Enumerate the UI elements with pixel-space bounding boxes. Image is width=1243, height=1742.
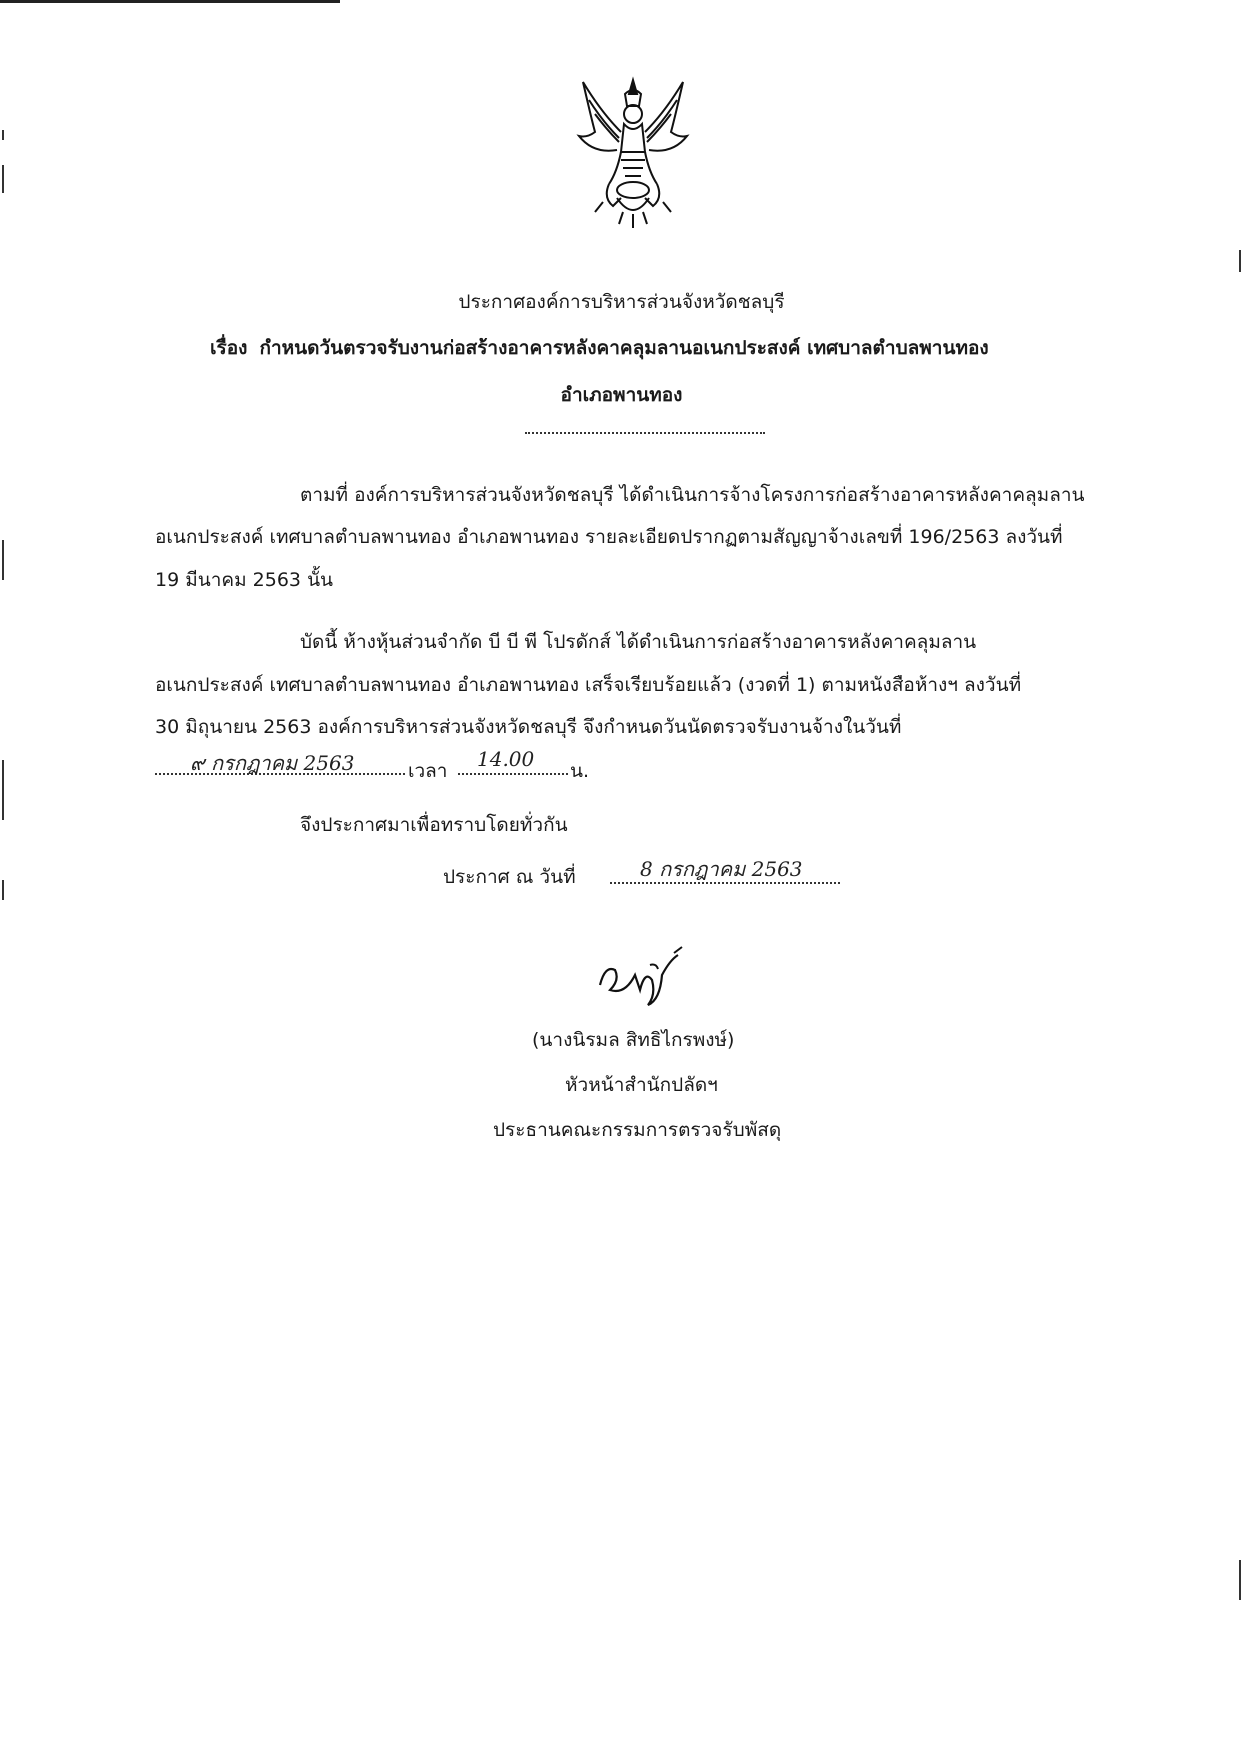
subject-line-2: อำเภอพานทอง	[560, 384, 683, 406]
scan-artifact	[1239, 250, 1241, 272]
subject-line-1	[210, 333, 989, 363]
handwritten-inspection-time: 14.00	[477, 747, 535, 771]
signer-name: (นางนิรมล สิทธิไกรพงษ์)	[532, 1029, 735, 1051]
signer-position-1: หัวหน้าสำนักปลัดฯ	[565, 1074, 718, 1096]
closing-text: จึงประกาศมาเพื่อทราบโดยทั่วกัน	[300, 814, 568, 836]
time-fill-dots	[458, 773, 568, 775]
para1-line3: 19 มีนาคม 2563 นั้น	[155, 569, 334, 591]
scan-artifact	[0, 0, 340, 3]
para1-line1: ตามที่ องค์การบริหารส่วนจังหวัดชลบุรี ได้ดำเนินการจ้างโครงการก่อสร้างอาคารหลังคาคลุมลาน	[300, 484, 1085, 506]
signature	[590, 945, 700, 1015]
garuda-emblem-icon	[573, 72, 693, 232]
scan-artifact	[2, 165, 4, 193]
subject-text: กำหนดวันตรวจรับงานก่อสร้างอาคารหลังคาคลุมลานอเนกประสงค์ เทศบาลตำบลพานทอง	[259, 337, 989, 359]
announce-date-label: ประกาศ ณ วันที่	[443, 866, 576, 888]
separator-dots	[525, 432, 765, 434]
signer-position-2: ประธานคณะกรรมการตรวจรับพัสดุ	[493, 1119, 782, 1141]
time-label: เวลา	[408, 760, 448, 782]
para2-line3: 30 มิถุนายน 2563 องค์การบริหารส่วนจังหวัดชลบุรี จึงกำหนดวันนัดตรวจรับงานจ้างในวันที่	[155, 716, 902, 738]
handwritten-inspection-date: ๙ กรกฎาคม 2563	[190, 751, 355, 775]
para2-line2: อเนกประสงค์ เทศบาลตำบลพานทอง อำเภอพานทอง เสร็จเรียบร้อยแล้ว (งวดที่ 1) ตามหนังสือห้างฯ ลงวันที่	[155, 674, 1022, 696]
scan-artifact	[1239, 1560, 1241, 1600]
scan-artifact	[2, 760, 4, 820]
para2-line1: บัดนี้ ห้างหุ้นส่วนจำกัด บี บี พี โปรดักส์ ได้ดำเนินการก่อสร้างอาคารหลังคาคลุมลาน	[300, 631, 977, 653]
scan-artifact	[2, 880, 4, 900]
announcement-title: ประกาศองค์การบริหารส่วนจังหวัดชลบุรี	[458, 291, 785, 313]
scan-artifact	[2, 540, 4, 580]
para1-line2: อเนกประสงค์ เทศบาลตำบลพานทอง อำเภอพานทอง รายละเอียดปรากฏตามสัญญาจ้างเลขที่ 196/2563 ลงวันที่	[155, 526, 1063, 548]
handwritten-announce-date: 8 กรกฎาคม 2563	[640, 857, 803, 881]
time-unit: น.	[570, 760, 590, 782]
scan-artifact	[2, 130, 4, 140]
subject-label: เรื่อง	[210, 337, 248, 359]
